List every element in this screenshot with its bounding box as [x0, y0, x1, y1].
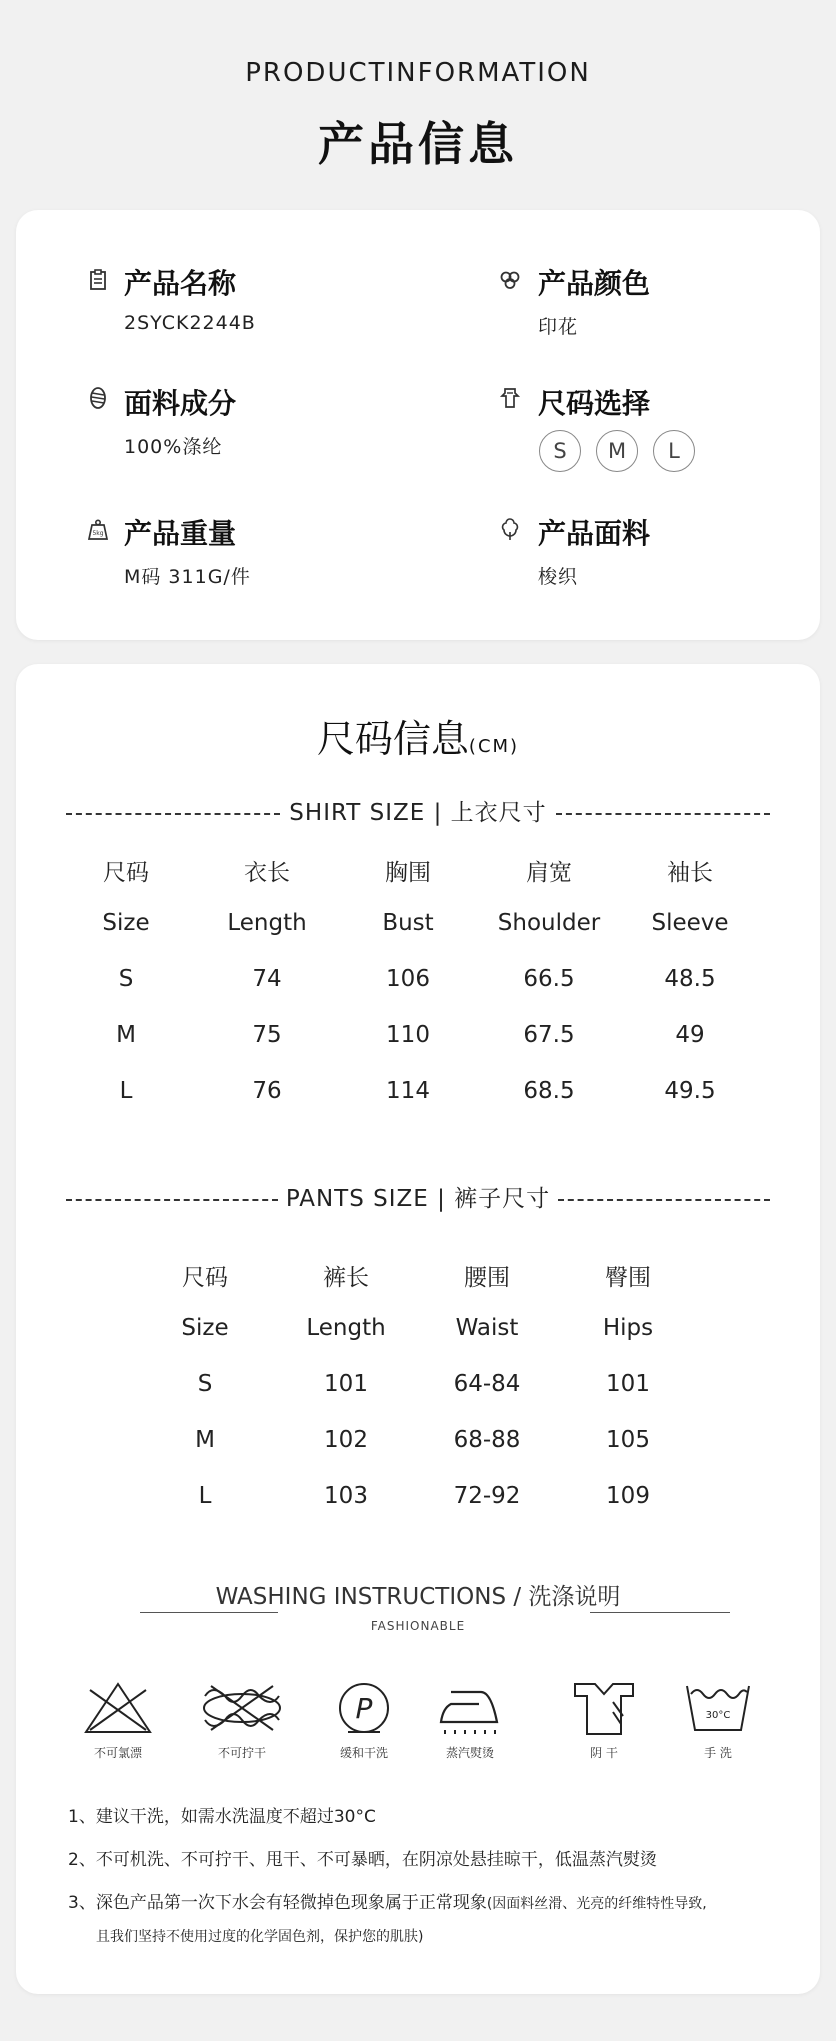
wash-symbol-no-wring	[182, 1680, 302, 1761]
table-cell: 68.5	[523, 1078, 575, 1104]
table-cell: S	[118, 966, 134, 992]
wash-symbol-dry-clean	[304, 1680, 424, 1761]
product-color-value: 印花	[538, 316, 579, 338]
table-cell: 64-84	[453, 1371, 521, 1397]
fabric-composition-value: 100%涤纶	[124, 436, 223, 458]
wash-symbol-steam-iron	[410, 1680, 530, 1761]
palette-icon	[498, 268, 522, 292]
table-cell: M	[116, 1022, 136, 1048]
pants-size-divider	[0, 1182, 836, 1216]
product-color-label: 产品颜色	[538, 267, 651, 300]
table-cell: 106	[386, 966, 430, 992]
wash-label: 不可拧干	[217, 1746, 266, 1760]
wash-note-2: 2、不可机洗、不可拧干、甩干、不可暴晒，在阴凉处悬挂晾干，低温蒸汽熨烫	[68, 1850, 657, 1870]
size-select-label: 尺码选择	[538, 387, 651, 420]
washing-title-underline-right	[590, 1612, 730, 1613]
wash-label: 手 洗	[704, 1746, 732, 1760]
table-cell: 48.5	[664, 966, 716, 992]
product-material-value: 梭织	[538, 566, 579, 588]
table-header-cn: 尺码	[182, 1265, 228, 1291]
cotton-icon	[498, 518, 522, 542]
table-cell: 102	[324, 1427, 368, 1453]
table-cell: 49.5	[664, 1078, 716, 1104]
fabric-composition-label: 面料成分	[124, 387, 237, 420]
wash-symbol-no-bleach	[58, 1680, 178, 1761]
wash-note-3-text: 3、深色产品第一次下水会有轻微掉色现象属于正常现象	[68, 1893, 487, 1913]
size-info-title	[0, 708, 836, 763]
table-cell: 114	[386, 1078, 430, 1104]
no-wring-icon	[197, 1680, 287, 1736]
table-cell: 72-92	[453, 1483, 521, 1509]
table-cell: 74	[252, 966, 282, 992]
hanger-shirt-icon	[498, 386, 522, 410]
no-bleach-icon	[82, 1680, 154, 1736]
table-cell: 66.5	[523, 966, 575, 992]
table-header-en: Length	[227, 910, 307, 936]
washing-subtitle: FASHIONABLE	[370, 1619, 466, 1633]
hand-wash-icon	[683, 1680, 753, 1736]
wash-symbol-hand-wash	[658, 1680, 778, 1761]
svg-text:5kg: 5kg	[92, 530, 104, 537]
table-header-cn: 胸围	[385, 860, 431, 886]
wash-symbol-shade-dry	[544, 1680, 664, 1761]
table-header-en: Length	[306, 1315, 386, 1341]
size-info-title-text: 尺码信息	[316, 717, 469, 761]
table-cell: 101	[606, 1371, 650, 1397]
product-name-value: 2SYCK2244B	[124, 312, 256, 334]
table-header-en: Waist	[455, 1315, 519, 1341]
wash-label: 阴 干	[590, 1746, 618, 1760]
washing-title-underline-left	[140, 1612, 278, 1613]
table-cell: 101	[324, 1371, 368, 1397]
clipboard-icon	[86, 268, 110, 292]
table-header-cn: 衣长	[244, 860, 290, 886]
header-title-en: PRODUCTINFORMATION	[245, 58, 591, 88]
size-option-s[interactable]: S	[539, 430, 581, 472]
shirt-size-title: SHIRT SIZE | 上衣尺寸	[289, 800, 547, 826]
table-header-cn: 袖长	[667, 860, 713, 886]
table-cell: 75	[252, 1022, 282, 1048]
table-cell: 110	[386, 1022, 430, 1048]
table-cell: 67.5	[523, 1022, 575, 1048]
table-header-cn: 尺码	[103, 860, 149, 886]
table-header-en: Size	[102, 910, 150, 936]
shade-dry-icon	[571, 1680, 637, 1736]
table-cell: 68-88	[453, 1427, 521, 1453]
table-cell: 49	[675, 1022, 705, 1048]
wash-label: 不可氯漂	[93, 1746, 142, 1760]
size-unit: (CM)	[468, 736, 520, 757]
product-name-label: 产品名称	[124, 267, 237, 300]
table-cell: M	[195, 1427, 215, 1453]
thread-spool-icon	[86, 386, 110, 410]
pants-size-title: PANTS SIZE | 裤子尺寸	[285, 1186, 551, 1212]
washing-title: WASHING INSTRUCTIONS / 洗涤说明	[215, 1584, 621, 1610]
table-header-en: Shoulder	[497, 910, 601, 936]
table-cell: 76	[252, 1078, 282, 1104]
wash-label: 缓和干洗	[339, 1746, 388, 1760]
size-option-m[interactable]: M	[596, 430, 638, 472]
table-header-en: Size	[181, 1315, 229, 1341]
header-title-cn: 产品信息	[318, 117, 518, 171]
table-header-cn: 腰围	[464, 1265, 510, 1291]
shirt-size-divider	[0, 796, 836, 830]
table-cell: 105	[606, 1427, 650, 1453]
wash-note-3	[68, 1888, 707, 1913]
table-header-en: Hips	[602, 1315, 654, 1341]
table-cell: 103	[324, 1483, 368, 1509]
product-weight-label: 产品重量	[124, 517, 237, 550]
dry-clean-p-icon	[336, 1680, 392, 1736]
table-cell: L	[198, 1483, 212, 1509]
steam-iron-icon	[435, 1680, 505, 1736]
table-header-en: Bust	[382, 910, 434, 936]
product-weight-value: M码 311G/件	[124, 566, 251, 588]
product-material-label: 产品面料	[538, 517, 651, 550]
table-header-en: Sleeve	[651, 910, 729, 936]
table-header-cn: 裤长	[323, 1265, 369, 1291]
wash-note-4: 且我们坚持不使用过度的化学固色剂，保护您的肌肤)	[96, 1929, 424, 1945]
weight-icon	[86, 518, 110, 542]
wash-label: 蒸汽熨烫	[445, 1746, 494, 1760]
hand-wash-temp: 30°C	[705, 1710, 731, 1721]
wash-note-1: 1、建议干洗，如需水洗温度不超过30°C	[68, 1807, 376, 1827]
table-header-cn: 臀围	[605, 1265, 651, 1291]
svg-text:P: P	[355, 1692, 373, 1725]
size-option-l[interactable]: L	[653, 430, 695, 472]
table-header-cn: 肩宽	[526, 860, 572, 886]
table-cell: 109	[606, 1483, 650, 1509]
table-cell: L	[119, 1078, 133, 1104]
table-cell: S	[197, 1371, 213, 1397]
wash-note-3-aside: (因面料丝滑、光亮的纤维特性导致,	[486, 1896, 707, 1912]
